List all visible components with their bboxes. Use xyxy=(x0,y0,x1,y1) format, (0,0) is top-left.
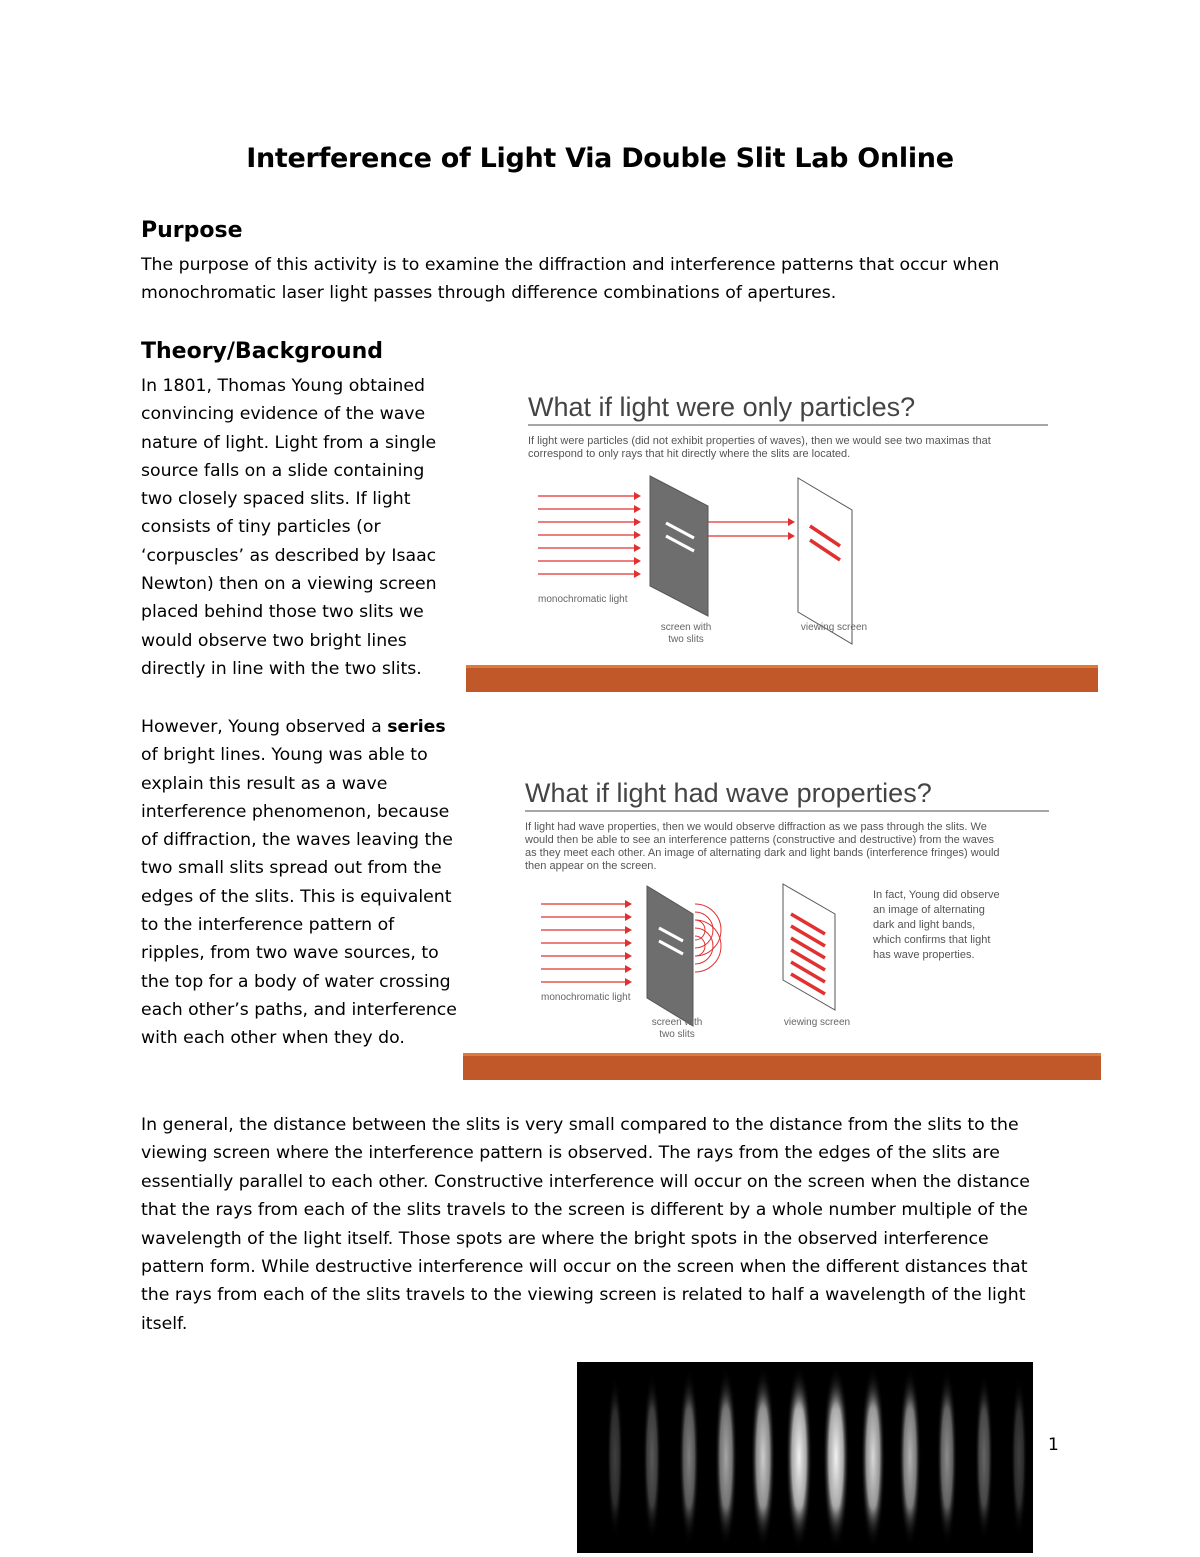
slide2-caption-line3: as they meet each other. An image of alternating dark and light bands (interference fringes) would xyxy=(525,847,1000,859)
label-monochromatic-light: monochromatic light xyxy=(538,594,628,605)
theory-heading: Theory/Background xyxy=(141,339,383,364)
slide2-title: What if light had wave properties? xyxy=(525,778,932,808)
interference-pattern-image xyxy=(577,1362,1033,1553)
slide-waves-graphic xyxy=(463,768,1101,1053)
incident-rays xyxy=(538,492,641,578)
slide2-note-line5: has wave properties. xyxy=(873,949,975,961)
label-two-slits: two slits xyxy=(659,1029,695,1040)
page-number: 1 xyxy=(1048,1435,1059,1455)
theory-paragraph-2 xyxy=(141,713,461,1053)
label-screen-with: screen with xyxy=(651,1017,703,1028)
slide-particles-graphic xyxy=(466,380,1100,665)
interference-pattern-graphic xyxy=(577,1362,1033,1553)
slide2-note-line4: which confirms that light xyxy=(873,934,991,946)
theory-paragraph-2-start: However, Young observed a xyxy=(141,717,388,737)
theory-paragraph-3: In general, the distance between the slits is very small compared to the distance from the slits to the viewing screen where the interference pattern is observed. The rays from the edges of the slits are essentially parallel to each other. Constructive interference will occur on the screen when the distance that the rays from each of the slits travels to the screen is different by a whole number multiple of the wavelength of the light itself. Those spots are where the bright spots in the observed interference pattern form. While destructive interference will occur on the screen when the different distances that the rays from each of the slits travels to the viewing screen is related to half a wavelength of the light itself. xyxy=(141,1115,1030,1334)
theory-paragraph-1: In 1801, Thomas Young obtained convincing evidence of the wave nature of light. Light from a single source falls on a slide containing two closely spaced slits. If light consists of tiny particles (or ‘corpuscles’ as described by Isaac Newton) then on a viewing screen placed behind those two slits we would observe two bright lines directly in line with the two slits. xyxy=(141,376,437,679)
slide-particles xyxy=(466,380,1100,665)
slide2-note-line1: In fact, Young did observe xyxy=(873,889,1000,901)
slide2-footer-bar xyxy=(463,1053,1101,1080)
diffraction-wavefronts xyxy=(695,904,721,972)
slide1-title: What if light were only particles? xyxy=(528,392,916,422)
viewing-screen xyxy=(798,478,852,644)
incident-rays xyxy=(541,900,632,986)
slit-panel xyxy=(650,476,708,616)
slide1-footer-bar xyxy=(466,665,1098,692)
emphasis-series: series xyxy=(387,717,446,737)
label-screen-with: screen with xyxy=(660,622,712,633)
slide2-caption-line1: If light had wave properties, then we would observe diffraction as we pass through the slits. We xyxy=(525,821,987,833)
slide1-caption-line1: If light were particles (did not exhibit properties of waves), then we would see two maximas that xyxy=(528,435,991,447)
slide2-note-line3: dark and light bands, xyxy=(873,919,976,931)
theory-paragraph-2-end: of bright lines. Young was able to explain this result as a wave interference phenomenon, because of diffraction, the waves leaving the two small slits spread out from the edges of the slits. This is equivalent to the interference pattern of ripples, from two wave sources, to the top for a body of water crossing each other’s paths, and interference with each other when they do. xyxy=(141,745,457,1049)
slit-panel xyxy=(647,886,693,1026)
label-viewing-screen: viewing screen xyxy=(800,622,868,633)
slide-waves xyxy=(463,768,1101,1053)
slide2-caption-line2: would then be able to see an interference patterns (constructive and destructive) from the waves xyxy=(525,834,994,846)
slide2-note-line2: an image of alternating xyxy=(873,904,985,916)
slide2-caption-line4: then appear on the screen. xyxy=(525,860,657,872)
label-two-slits: two slits xyxy=(668,634,704,645)
label-viewing-screen: viewing screen xyxy=(783,1017,851,1028)
page-title: Interference of Light Via Double Slit Lab Online xyxy=(246,143,954,174)
purpose-heading: Purpose xyxy=(141,218,243,243)
label-monochromatic-light: monochromatic light xyxy=(541,992,631,1003)
slide1-caption-line2: correspond to only rays that hit directly where the slits are located. xyxy=(528,448,851,460)
purpose-text: The purpose of this activity is to examine the diffraction and interference patterns that occur when monochromatic laser light passes through difference combinations of apertures. xyxy=(141,255,1000,304)
